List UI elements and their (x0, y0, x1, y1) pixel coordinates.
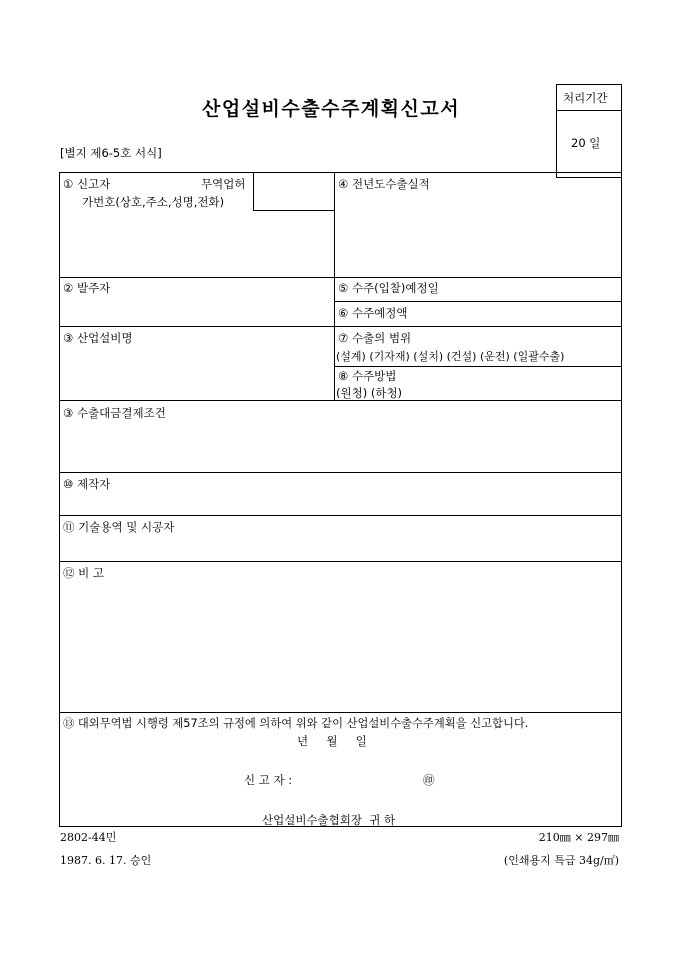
declaration-date: 년 월 일 (297, 734, 367, 748)
field-7-options: (설계) (기자재) (설치) (건설) (운전) (일괄수출) (336, 350, 565, 363)
license-box-left (253, 172, 254, 210)
field-6-label: ⑥ 수주예정액 (338, 306, 408, 320)
declaration-text: ⑬ 대외무역법 시행령 제57조의 규정에 의하여 위와 같이 산업설비수출수주계획을 신고합니다. (63, 717, 529, 730)
field-5-label: ⑤ 수주(입찰)예정일 (338, 281, 439, 295)
processing-period-value: 20 일 (571, 136, 601, 150)
field-3-label: ③ 산업설비명 (63, 331, 133, 345)
row-divider (59, 712, 622, 713)
field-8-label: ⑧ 수주방법 (338, 369, 397, 383)
field-4-label: ④ 전년도수출실적 (338, 177, 430, 191)
seal-mark: ㊞ (423, 773, 435, 787)
field-9-label: ③ 수출대금결제조건 (63, 406, 166, 420)
license-box-bottom (253, 210, 334, 211)
column-divider (334, 172, 335, 400)
row-divider (334, 301, 622, 302)
field-11-label: ⑪ 기술용역 및 시공자 (63, 520, 175, 534)
row-divider (59, 515, 622, 516)
row-divider (59, 400, 622, 401)
field-7-label: ⑦ 수출의 범위 (338, 331, 412, 345)
processing-period-label: 처리기간 (563, 91, 608, 105)
field-2-label: ② 발주자 (63, 281, 111, 295)
field-10-label: ⑩ 제작자 (63, 477, 111, 491)
row-divider (59, 561, 622, 562)
row-divider (59, 472, 622, 473)
paper-spec: (인쇄용지 특급 34g/㎡) (503, 854, 619, 867)
form-number: [별지 제6-5호 서식] (60, 146, 162, 160)
field-8-options: (원청) (하청) (336, 386, 403, 400)
field-1-label: ① 신고자 (63, 177, 111, 191)
row-divider (59, 277, 622, 278)
paper-size: 210㎜ × 297㎜ (538, 831, 619, 844)
field-1-trade-license-label-2: 가번호(상호,주소,성명,전화) (82, 195, 225, 209)
field-1-trade-license-label: 무역업허 (201, 177, 246, 191)
processing-period-divider (556, 110, 622, 111)
approval-date: 1987. 6. 17. 승인 (60, 854, 152, 867)
page-title: 산업설비수출수주계획신고서 (202, 98, 461, 120)
declarant-label: 신 고 자 : (244, 773, 293, 787)
recipient: 산업설비수출협회장 귀 하 (262, 813, 396, 827)
form-code: 2802-44민 (60, 831, 117, 844)
row-divider (334, 366, 622, 367)
row-divider (59, 326, 622, 327)
field-12-label: ⑫ 비 고 (63, 566, 105, 580)
